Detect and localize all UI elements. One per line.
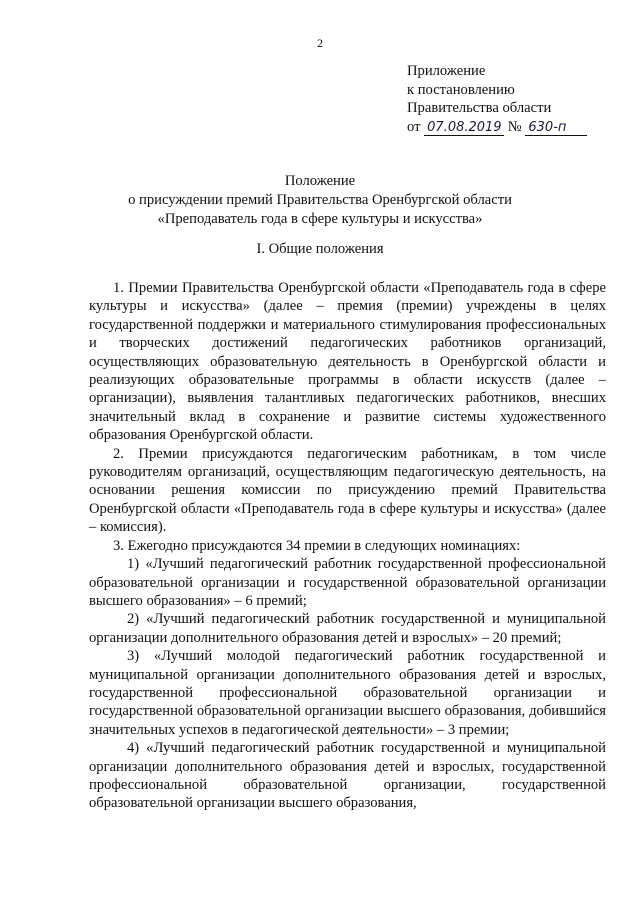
title-line-1: Положение — [284, 173, 356, 189]
paragraph-2: 2. Премии присуждаются педагогическим работникам, в том числе руководителям организаций, осуществляющим педагогическую деятельность, на основании решения комиссии по присуждению премий Правительства Оренбургской области «Преподаватель года в сфере культуры и искусства» (далее – комиссия). — [89, 445, 606, 536]
nomination-3: 3) «Лучший молодой педагогический работник государственной и муниципальной организации дополнительного образования детей и взрослых, государственной профессиональной образовательной организации и государственной образовательной организации высшего образования, добившийся значительных успехов в педагогической деятельности» – 3 премии; — [89, 648, 606, 738]
appendix-title: Приложение — [407, 63, 486, 79]
handwritten-number: 630-п — [525, 121, 587, 136]
appendix-block — [407, 62, 627, 136]
appendix-number-label: № — [507, 118, 522, 135]
appendix-date-line — [407, 118, 627, 137]
nomination-1: 1) «Лучший педагогический работник государственной профессиональной образовательной организации и государственной образовательной организации высшего образования» – 6 премий; — [89, 556, 606, 609]
section-heading: I. Общие положения — [256, 241, 384, 257]
nomination-4: 4) «Лучший педагогический работник государственной и муниципальной организации дополнительного образования детей и взрослых, государственной профессиональной образовательной организации, государственной образовательной организации высшего образования, — [89, 740, 606, 812]
handwritten-date: 07.08.2019 — [424, 121, 504, 136]
paragraph-3: 3. Ежегодно присуждаются 34 премии в следующих номинациях: — [113, 537, 521, 554]
appendix-from-label: от — [407, 118, 421, 135]
nomination-2: 2) «Лучший педагогический работник государственной и муниципальной организации дополнительного образования детей и взрослых» – 20 премий; — [89, 611, 606, 646]
appendix-authority: Правительства области — [407, 100, 552, 117]
document-body — [89, 279, 606, 813]
title-line-2: о присуждении премий Правительства Оренбургской области — [128, 192, 512, 209]
document-title — [40, 172, 600, 230]
paragraph-1: 1. Премии Правительства Оренбургской области «Преподаватель года в сфере культуры и искусства» (далее – премия (премии) учреждены в целях государственной поддержки и материального стимулирования профессиональных и творческих достижений педагогических работников организаций, осуществляющих образовательную деятельность в Оренбургской области и реализующих образовательные программы в области искусств (далее – организации), выявления талантливых педагогических работников, внесших значительный вклад в сохранение и развитие системы художественного образования Оренбургской области. — [89, 280, 606, 444]
title-line-3: «Преподаватель года в сфере культуры и искусства» — [157, 211, 483, 228]
page-number: 2 — [317, 36, 323, 50]
appendix-reference: к постановлению — [407, 81, 515, 98]
